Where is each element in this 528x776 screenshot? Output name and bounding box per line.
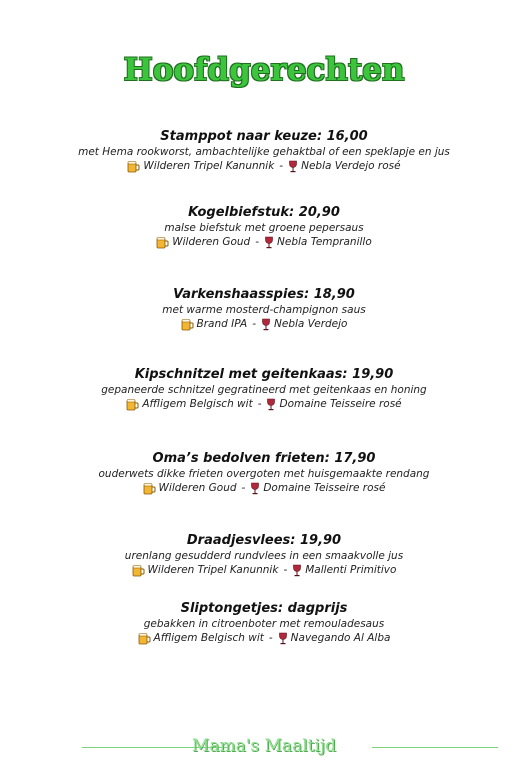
drink-pairing — [0, 235, 528, 250]
beer-name: Wilderen Tripel Kanunnik — [143, 160, 275, 172]
separator: - — [252, 318, 256, 330]
wine-name: Navegando Al Alba — [290, 632, 391, 644]
beer-name: Wilderen Tripel Kanunnik — [147, 564, 279, 576]
dish-description: gepaneerde schnitzel gegratineerd met geitenkaas en honing — [101, 384, 427, 396]
dish-item — [0, 532, 528, 578]
dish-name: Sliptongetjes: dagprijs — [180, 601, 348, 616]
dish-item — [0, 450, 528, 496]
wine-glass-icon — [264, 236, 274, 249]
beer-mug-icon — [143, 482, 156, 495]
drink-pairing — [0, 563, 528, 578]
drink-pairing — [0, 631, 528, 646]
drink-pairing — [0, 159, 528, 174]
footer — [0, 736, 528, 760]
dish-name: Stamppot naar keuze: 16,00 — [160, 129, 368, 144]
wine-name: Domaine Teisseire rosé — [279, 398, 402, 410]
drink-pairing — [0, 397, 528, 412]
beer-mug-icon — [127, 160, 140, 173]
dish-name: Kipschnitzel met geitenkaas: 19,90 — [134, 367, 394, 382]
dish-description: met warme mosterd-champignon saus — [162, 304, 366, 316]
drink-pairing — [0, 481, 528, 496]
separator: - — [268, 632, 273, 644]
dish-description: met Hema rookworst, ambachtelijke gehaktbal of een speklapje en jus — [78, 146, 450, 158]
wine-glass-icon — [278, 632, 288, 645]
dish-name: Draadjesvlees: 19,90 — [186, 533, 342, 548]
dish-name: Varkenshaasspies: 18,90 — [173, 287, 355, 302]
beer-name: Affligem Belgisch wit — [153, 632, 264, 644]
wine-glass-icon — [292, 564, 302, 577]
wine-glass-icon — [266, 398, 276, 411]
dish-description: malse biefstuk met groene pepersaus — [164, 222, 364, 234]
beer-mug-icon — [156, 236, 169, 249]
footer-logo-text: Mama's Maaltijd — [191, 736, 337, 756]
beer-name: Wilderen Goud — [158, 482, 237, 494]
dish-item — [0, 366, 528, 412]
beer-mug-icon — [132, 564, 145, 577]
separator: - — [257, 398, 262, 410]
wine-glass-icon — [250, 482, 260, 495]
dish-item — [0, 128, 528, 174]
beer-mug-icon — [126, 398, 139, 411]
dish-description: gebakken in citroenboter met remouladesaus — [143, 618, 385, 630]
dish-item — [0, 600, 528, 646]
wine-glass-icon — [261, 318, 271, 331]
dish-item — [0, 286, 528, 332]
wine-name: Nebla Tempranillo — [277, 236, 372, 248]
separator: - — [283, 564, 288, 576]
separator: - — [255, 236, 260, 248]
dish-description: ouderwets dikke frieten overgoten met huisgemaakte rendang — [98, 468, 430, 480]
dish-name: Oma’s bedolven frieten: 17,90 — [152, 451, 376, 466]
dish-name: Kogelbiefstuk: 20,90 — [188, 205, 340, 220]
separator: - — [279, 160, 284, 172]
beer-mug-icon — [138, 632, 151, 645]
wine-glass-icon — [288, 160, 298, 173]
wine-name: Domaine Teisseire rosé — [263, 482, 386, 494]
beer-mug-icon — [181, 318, 194, 331]
dish-description: urenlang gesudderd rundvlees in een smaakvolle jus — [124, 550, 404, 562]
beer-name: Wilderen Goud — [172, 236, 251, 248]
separator: - — [241, 482, 246, 494]
dish-item — [0, 204, 528, 250]
wine-name: Mallenti Primitivo — [305, 564, 397, 576]
beer-name: Brand IPA — [196, 318, 248, 330]
beer-name: Affligem Belgisch wit — [142, 398, 253, 410]
wine-name: Nebla Verdejo — [274, 318, 348, 330]
wine-name: Nebla Verdejo rosé — [301, 160, 401, 172]
page-title: Hoofdgerechten — [123, 52, 405, 88]
drink-pairing — [0, 317, 528, 332]
